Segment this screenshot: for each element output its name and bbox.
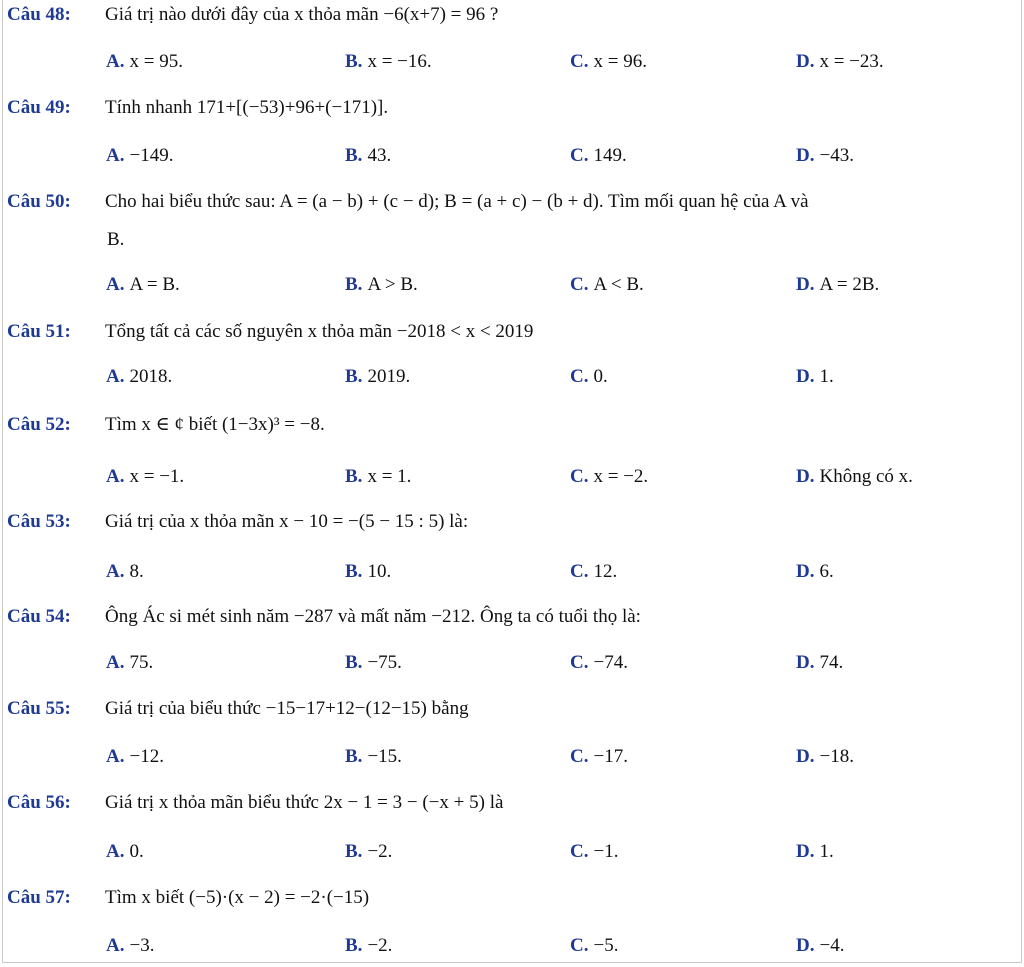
question-label: Câu 56: xyxy=(7,792,71,813)
question-56 xyxy=(7,792,503,814)
question-text: Tìm x ∈ ¢ biết (1−3x)³ = −8. xyxy=(105,414,325,435)
question-text: Tính nhanh 171+[(−53)+96+(−171)]. xyxy=(105,97,389,118)
option-b: B. −2. xyxy=(345,841,393,862)
question-label: Câu 51: xyxy=(7,321,71,342)
question-text: Ông Ác si mét sinh năm −287 và mất năm −212. Ông ta có tuổi thọ là: xyxy=(105,606,641,627)
question-57 xyxy=(7,887,369,909)
option-c: C. −17. xyxy=(570,746,628,767)
option-a: A. A = B. xyxy=(106,274,180,295)
options-48 xyxy=(3,51,1023,75)
options-56 xyxy=(3,841,1023,865)
options-52 xyxy=(3,466,1023,490)
option-a: A. x = 95. xyxy=(106,51,183,72)
options-57 xyxy=(3,935,1023,959)
option-d: D. −43. xyxy=(796,145,854,166)
option-c: C. A < B. xyxy=(570,274,644,295)
question-51 xyxy=(7,321,533,343)
question-text: Giá trị của biểu thức −15−17+12−(12−15) bằng xyxy=(105,698,469,719)
options-53 xyxy=(3,561,1023,585)
option-b: B. 2019. xyxy=(345,366,411,387)
option-d: D. 6. xyxy=(796,561,834,582)
question-label: Câu 54: xyxy=(7,606,71,627)
question-continuation: B. xyxy=(107,229,125,250)
options-55 xyxy=(3,746,1023,770)
question-54 xyxy=(7,606,641,628)
question-52 xyxy=(7,413,325,436)
option-c: C. −1. xyxy=(570,841,619,862)
question-label: Câu 49: xyxy=(7,97,71,118)
option-d: D. −4. xyxy=(796,935,845,956)
option-b: B. −2. xyxy=(345,935,393,956)
options-50 xyxy=(3,274,1023,298)
option-d: D. −18. xyxy=(796,746,854,767)
option-c: C. 12. xyxy=(570,561,618,582)
question-label: Câu 48: xyxy=(7,4,71,25)
option-a: A. −149. xyxy=(106,145,174,166)
question-label: Câu 53: xyxy=(7,511,71,532)
option-d: D. 74. xyxy=(796,652,844,673)
question-50 xyxy=(7,191,809,213)
option-a: A. x = −1. xyxy=(106,466,185,487)
question-text: Giá trị của x thỏa mãn x − 10 = −(5 − 15 : 5) là: xyxy=(105,511,469,532)
question-text: Giá trị x thỏa mãn biểu thức 2x − 1 = 3 − (−x + 5) là xyxy=(105,792,504,813)
question-label: Câu 57: xyxy=(7,887,71,908)
options-51 xyxy=(3,366,1023,390)
option-b: B. x = 1. xyxy=(345,466,412,487)
options-49 xyxy=(3,145,1023,169)
option-a: A. 2018. xyxy=(106,366,173,387)
option-c: C. 0. xyxy=(570,366,608,387)
option-c: C. −5. xyxy=(570,935,619,956)
option-b: B. x = −16. xyxy=(345,51,432,72)
option-b: B. −75. xyxy=(345,652,402,673)
option-c: C. x = 96. xyxy=(570,51,647,72)
question-label: Câu 50: xyxy=(7,191,71,212)
option-d: D. x = −23. xyxy=(796,51,884,72)
question-53 xyxy=(7,511,468,533)
option-a: A. 75. xyxy=(106,652,154,673)
option-c: C. 149. xyxy=(570,145,627,166)
option-d: D. 1. xyxy=(796,366,834,387)
quiz-page xyxy=(2,0,1022,963)
option-b: B. 10. xyxy=(345,561,392,582)
question-text: Giá trị nào dưới đây của x thỏa mãn −6(x+7) = 96 ? xyxy=(105,4,499,25)
option-b: B. −15. xyxy=(345,746,402,767)
question-label: Câu 55: xyxy=(7,698,71,719)
question-text: Cho hai biểu thức sau: A = (a − b) + (c − d); B = (a + c) − (b + d). Tìm mối quan hệ của A và xyxy=(105,191,809,212)
question-label: Câu 52: xyxy=(7,414,71,435)
option-b: B. 43. xyxy=(345,145,392,166)
question-55 xyxy=(7,698,469,720)
question-48 xyxy=(7,4,498,26)
question-49 xyxy=(7,97,388,119)
option-d: D. A = 2B. xyxy=(796,274,880,295)
option-d: D. 1. xyxy=(796,841,834,862)
option-c: C. −74. xyxy=(570,652,628,673)
option-a: A. −12. xyxy=(106,746,164,767)
option-a: A. −3. xyxy=(106,935,155,956)
option-a: A. 8. xyxy=(106,561,144,582)
question-text: Tìm x biết (−5)·(x − 2) = −2·(−15) xyxy=(105,887,370,908)
option-d: D. Không có x. xyxy=(796,466,913,487)
option-a: A. 0. xyxy=(106,841,144,862)
option-b: B. A > B. xyxy=(345,274,418,295)
options-54 xyxy=(3,652,1023,676)
question-text: Tổng tất cả các số nguyên x thỏa mãn −2018 < x < 2019 xyxy=(105,321,534,342)
option-c: C. x = −2. xyxy=(570,466,649,487)
